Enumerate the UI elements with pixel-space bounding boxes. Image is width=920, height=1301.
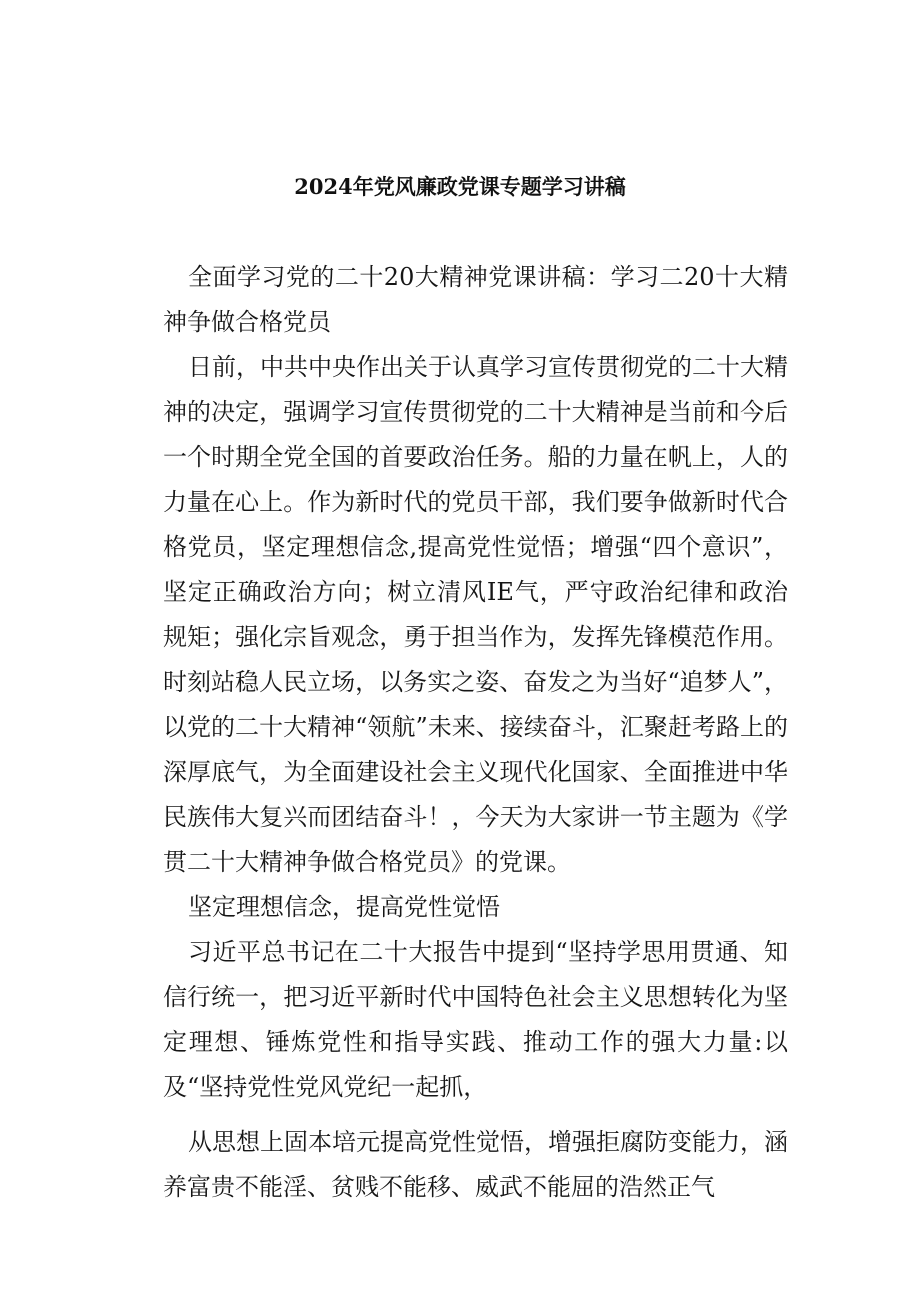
document-body xyxy=(163,255,788,1210)
paragraph-closing: 从思想上固本培元提高党性觉悟，增强拒腐防变能力，涵养富贵不能淫、贫贱不能移、威武不能屈的浩然正气 xyxy=(163,1128,788,1201)
paragraph-intro: 日前，中共中央作出关于认真学习宣传贯彻党的二十大精神的决定，强调学习宣传贯彻党的二十大精神是当前和今后一个时期全党全国的首要政治任务。船的力量在帆上，人的力量在心上。作为新时代的党员干部，我们要争做新时代合格党员，坚定理想信念,提高党性觉悟；增强“四个意识”，坚定正确政治方向；树立清风IE气，严守政治纪律和政治规矩；强化宗旨观念，勇于担当作为，发挥先锋模范作用。时刻站稳人民立场，以务实之姿、奋发之为当好“追梦人”，以党的二十大精神“领航”未来、接续奋斗，汇聚赶考路上的深厚底气，为全面建设社会主义现代化国家、全面推进中华民族伟大复兴而团结奋斗！，今天为大家讲一节主题为《学贯二十大精神争做合格党员》的党课。 xyxy=(163,353,788,876)
paragraph-quote: 习近平总书记在二十大报告中提到“坚持学思用贯通、知信行统一，把习近平新时代中国特色社会主义思想转化为坚定理想、锤炼党性和指导实践、推动工作的强大力量:以及“坚持党性党风党纪一起抓， xyxy=(163,938,788,1101)
paragraph-lecture-heading: 全面学习党的二十20大精神党课讲稿：学习二20十大精神争做合格党员 xyxy=(163,263,788,336)
paragraph-section-heading: 坚定理想信念，提高党性觉悟 xyxy=(188,893,500,921)
document-title: 2024年党风廉政党课专题学习讲稿 xyxy=(294,174,626,199)
